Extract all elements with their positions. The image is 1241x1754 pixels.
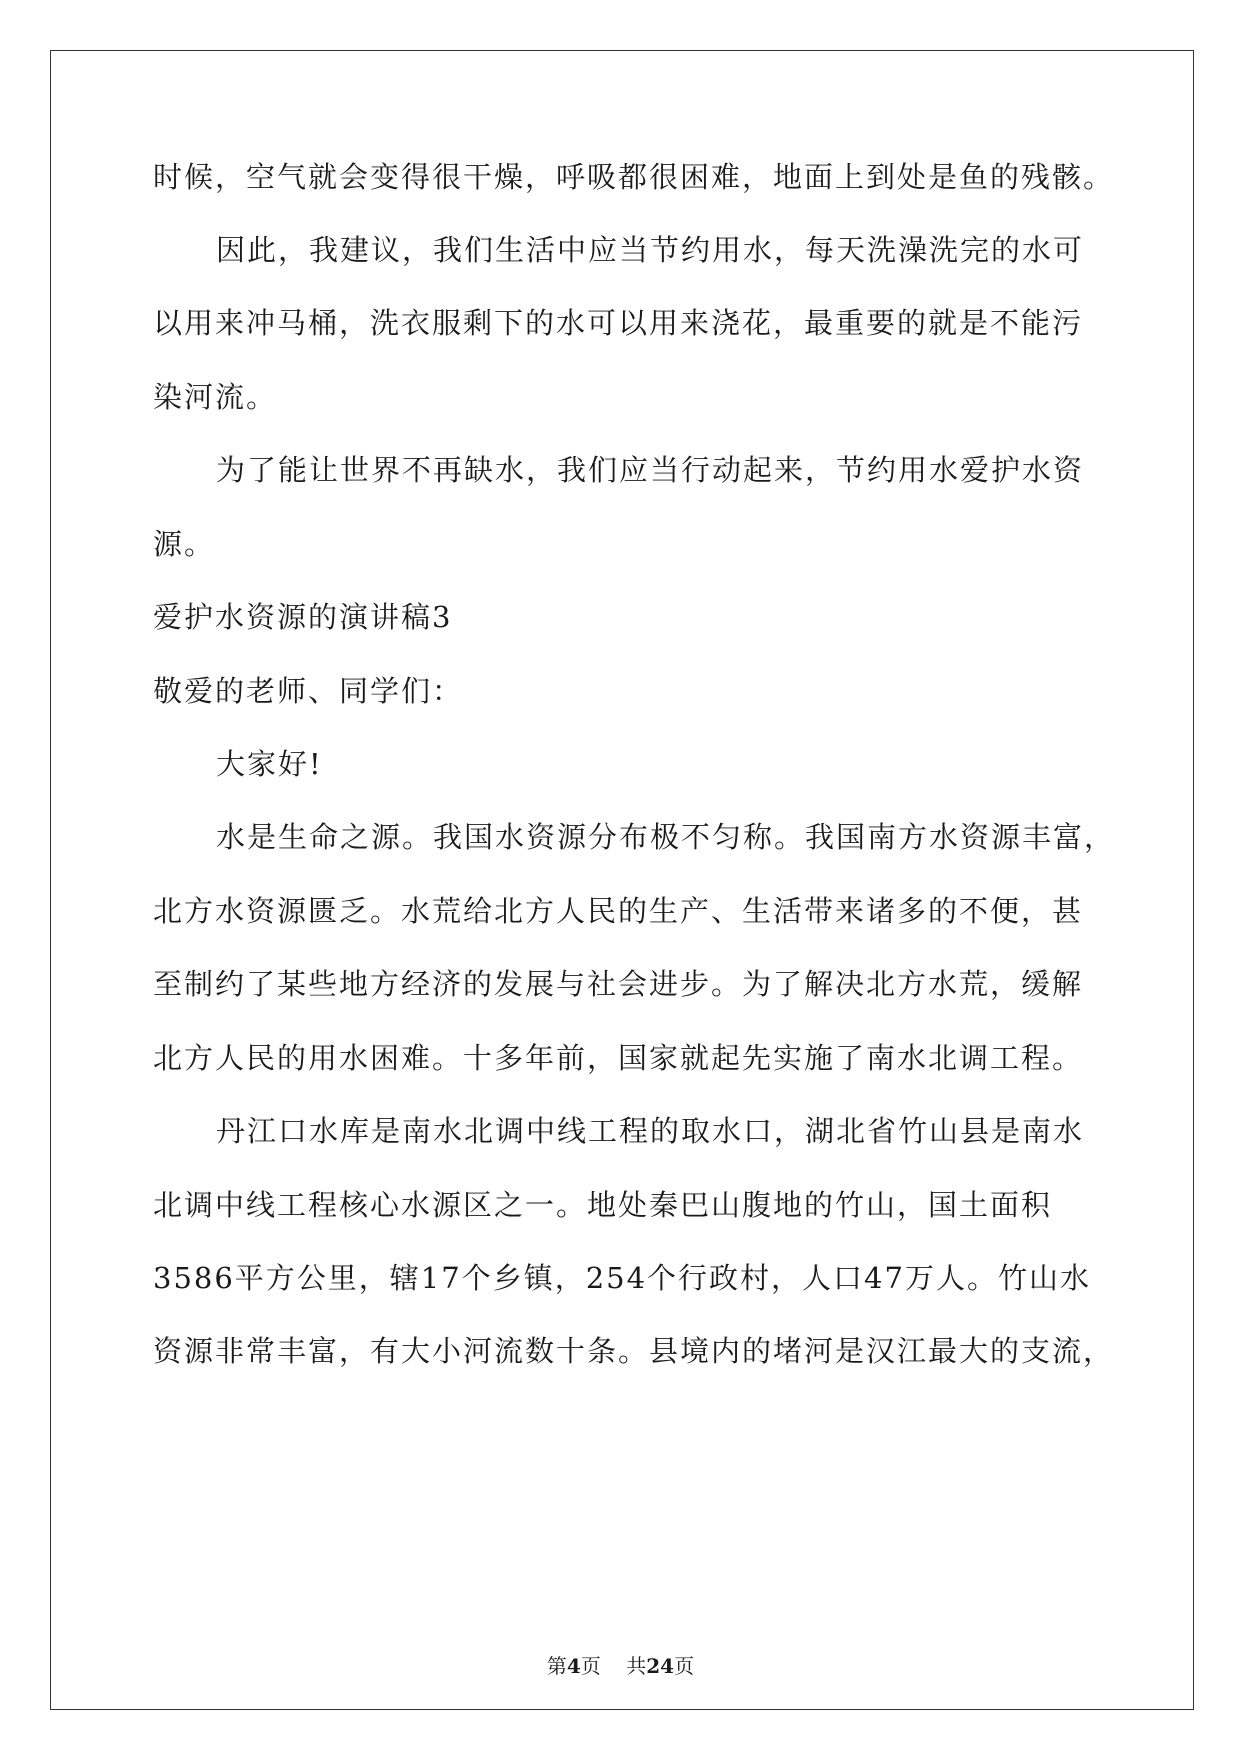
paragraph-start: 丹江口水库是南水北调中线工程的取水口，湖北省竹山县是南水 [216, 1114, 1085, 1148]
text-line: 3586平方公里，辖17个乡镇，254个行政村，人口47万人。竹山水 [153, 1261, 1091, 1295]
total-prefix: 共 [626, 1654, 647, 1678]
text-line: 北方人民的用水困难。十多年前，国家就起先实施了南水北调工程。 [153, 1041, 1084, 1075]
paragraph-start: 因此，我建议，我们生活中应当节约用水，每天洗澡洗完的水可 [216, 233, 1085, 267]
text-line: 以用来冲马桶，洗衣服剩下的水可以用来浇花，最重要的就是不能污 [153, 306, 1084, 340]
page-prefix: 第 [546, 1654, 567, 1678]
text-line: 染河流。 [153, 380, 278, 414]
page-number: 4 [566, 1654, 581, 1678]
section-heading: 爱护水资源的演讲稿3 [153, 600, 453, 634]
page-border [50, 50, 1194, 1710]
text-line: 北调中线工程核心水源区之一。地处秦巴山腹地的竹山，国土面积 [153, 1188, 1053, 1222]
text-line: 至制约了某些地方经济的发展与社会进步。为了解决北方水荒，缓解 [153, 967, 1084, 1001]
paragraph-start: 水是生命之源。我国水资源分布极不匀称。我国南方水资源丰富， [216, 820, 1116, 854]
greeting: 大家好! [216, 747, 323, 781]
page-suffix: 页 [580, 1654, 601, 1678]
total-suffix: 页 [674, 1654, 695, 1678]
text-line: 北方水资源匮乏。水荒给北方人民的生产、生活带来诸多的不便，甚 [153, 894, 1084, 928]
total-pages: 24 [646, 1654, 675, 1678]
text-line: 时候，空气就会变得很干燥，呼吸都很困难，地面上到处是鱼的残骸。 [153, 160, 1115, 194]
page-footer [0, 1654, 1241, 1678]
salutation: 敬爱的老师、同学们： [153, 674, 464, 708]
text-line: 源。 [153, 527, 216, 561]
paragraph-start: 为了能让世界不再缺水，我们应当行动起来，节约用水爱护水资 [216, 453, 1085, 487]
text-line: 资源非常丰富，有大小河流数十条。县境内的堵河是汉江最大的支流， [153, 1334, 1115, 1368]
